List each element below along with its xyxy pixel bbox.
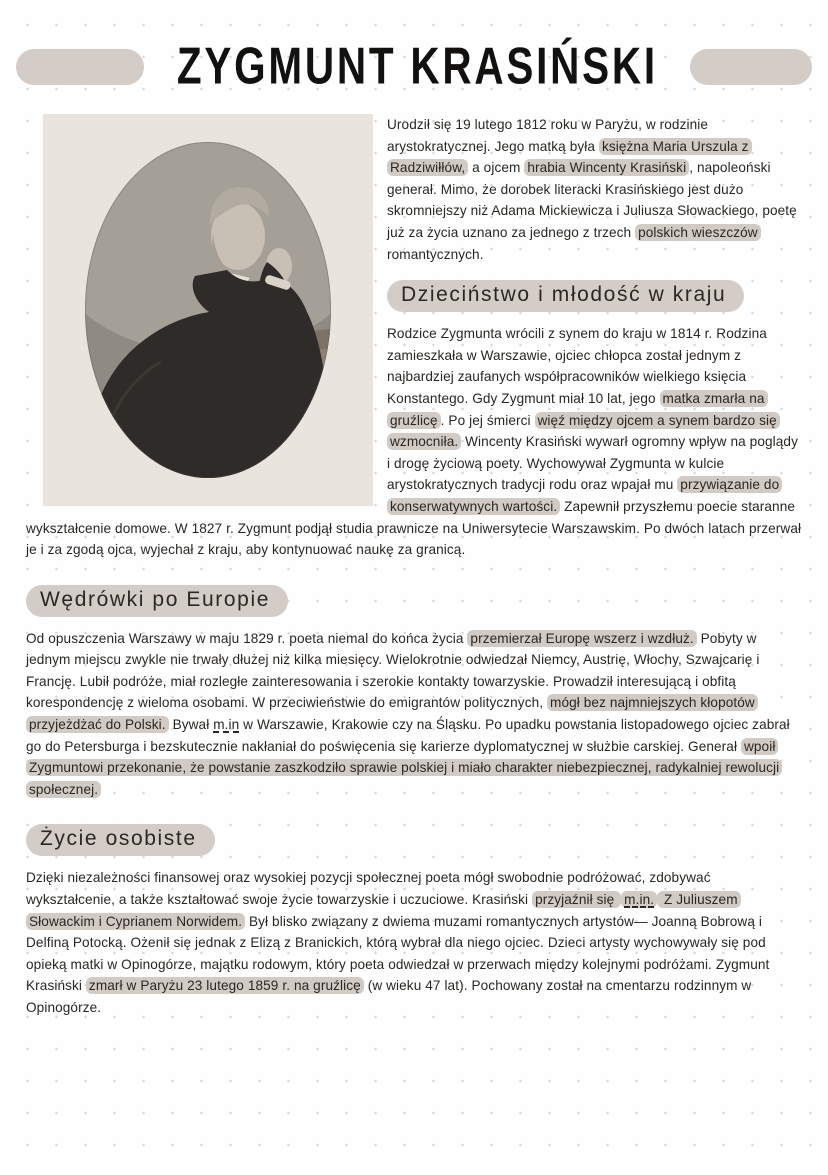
section-heading-label: Wędrówki po Europie xyxy=(26,585,288,617)
section-heading-label: Dzieciństwo i młodość w kraju xyxy=(387,280,744,312)
highlighted-text: wpoił Zygmuntowi przekonanie, że powstanie zaszkodziło sprawie polskiej i miało charakter niebezpiecznej, radykalniej rewolucji społecznej. xyxy=(26,738,782,798)
title-decoration-left xyxy=(16,49,144,85)
highlighted-text: księżna Maria Urszula z Radziwiłłów, xyxy=(387,138,752,177)
highlighted-text: matka zmarła na gruźlicę xyxy=(387,390,768,429)
highlighted-text: zmarł w Paryżu 23 lutego 1859 r. na gruźlicę xyxy=(86,977,364,994)
highlighted-text: polskich wieszczów xyxy=(635,224,761,241)
page-title: ZYGMUNT KRASIŃSKI xyxy=(176,37,658,96)
highlighted-text: przyjaźnił się xyxy=(532,891,621,908)
highlighted-text: przemierzał Europę wszerz i wzdłuż. xyxy=(467,630,696,647)
section-heading-label: Życie osobiste xyxy=(26,824,215,856)
highlighted-text: więź między ojcem a synem bardzo się wzmocniła. xyxy=(387,412,780,451)
body-paragraph: Urodził się 19 lutego 1812 roku w Paryżu, w rodzinie arystokratycznej. Jego matką była księżna Maria Urszula z Radziwiłłów, a ojcem hrabia Wincenty Krasiński , napoleoński generał. Mimo, że dorobek literacki Krasińskiego jest dużo skromniejszy niż Adama Mickiewicza i Juliusza Słowackiego, poetę już za życia uznano za jednego z trzech polskich wieszczów romantycznych. xyxy=(387,117,797,262)
body-paragraph: Rodzice Zygmunta wrócili z synem do kraju w 1814 r. Rodzina zamieszkała w Warszawie, ojciec chłopca został jednym z najbardziej zaufanych współpracowników wielkiego księcia Konstantego. Gdy Zygmunt miał 10 lat, jego matka zmarła na gruźlicę . Po jej śmierci więź między ojcem a synem bardzo się wzmocniła. Wincenty Krasiński wywarł ogromny wpływ na poglądy i drogę życiową poety. Wychowywał Zygmunta w kulcie arystokratycznych tradycji rodu oraz wpajał mu przywiązanie do konserwatywnych wartości. Zapewnił przyszłemu poecie staranne wykształcenie domowe. W 1827 r. Zygmunt podjął studia prawnicze na Uniwersytecie Warszawskim. Po dwóch latach przerwał je i za zgodą ojca, wyjechał z kraju, aby kontynuować naukę za granicą. xyxy=(26,326,802,558)
body-paragraph: Od opuszczenia Warszawy w maju 1829 r. poeta niemal do końca życia przemierzał Europę wszerz i wzdłuż. Pobyty w jednym miejscu zwykle nie trwały dłużej niż kilka miesięcy. Wielokrotnie odwiedzał Niemcy, Austrię, Włochy, Szwajcarię i Francję. Lubił podróże, miał rozległe zainteresowania i szerokie kontakty towarzyskie. Prowadził interesującą i obfitą korespondencję z wieloma osobami. W przeciwieństwie do emigrantów politycznych, mógł bez najmniejszych kłopotów przyjeżdżać do Polski. Bywał m.in w Warszawie, Krakowie czy na Śląsku. Po upadku powstania listopadowego ojciec zabrał go do Petersburga i bezskutecznie nakłaniał do poświęcenia się karierze dyplomatycznej w służbie carskiej. Generał wpoił Zygmuntowi przekonanie, że powstanie zaszkodziło sprawie polskiej i miało charakter niebezpiecznej, radykalniej rewolucji społecznej. xyxy=(26,630,790,797)
highlighted-text: mógł bez najmniejszych kłopotów przyjeżdżać do Polski. xyxy=(26,694,758,733)
highlighted-text: Z Juliuszem Słowackim i Cyprianem Norwidem. xyxy=(26,891,741,930)
portrait-photo-illustration xyxy=(43,114,373,506)
highlighted-text: m.in. xyxy=(621,891,657,908)
portrait-photo xyxy=(43,114,373,506)
highlighted-text: przywiązanie do konserwatywnych wartości. xyxy=(387,476,782,515)
body-paragraph: Dzięki niezależności finansowej oraz wysokiej pozycji społecznej poeta mógł swobodnie podróżować, zdobywać wykształcenie, a także kształtować swoje życie towarzyskie i uczuciowe. Krasiński przyjaźnił się m.in. Z Juliuszem Słowackim i Cyprianem Norwidem. Był blisko związany z dwiema muzami romantycznych artystów— Joanną Bobrową i Delfiną Potocką. Ożenił się jednak z Elizą z Branickich, którą wybrał dla niego ojciec. Dzieci artysty wychowywały się pod opieką matki w Opinogórze, majątku rodowym, który poeta odwiedzał w przerwach między kolejnymi podróżami. Zygmunt Krasiński zmarł w Paryżu 23 lutego 1859 r. na gruźlicę (w wieku 47 lat). Pochowany został na cmentarzu rodzinnym w Opinogórze. xyxy=(26,870,770,1015)
underlined-text: m.in xyxy=(213,717,240,733)
section-heading xyxy=(26,824,802,856)
page-header xyxy=(0,0,828,96)
article-body xyxy=(0,92,828,1019)
section-heading xyxy=(26,585,802,617)
highlighted-text: hrabia Wincenty Krasiński xyxy=(524,159,689,176)
title-decoration-right xyxy=(690,49,812,85)
